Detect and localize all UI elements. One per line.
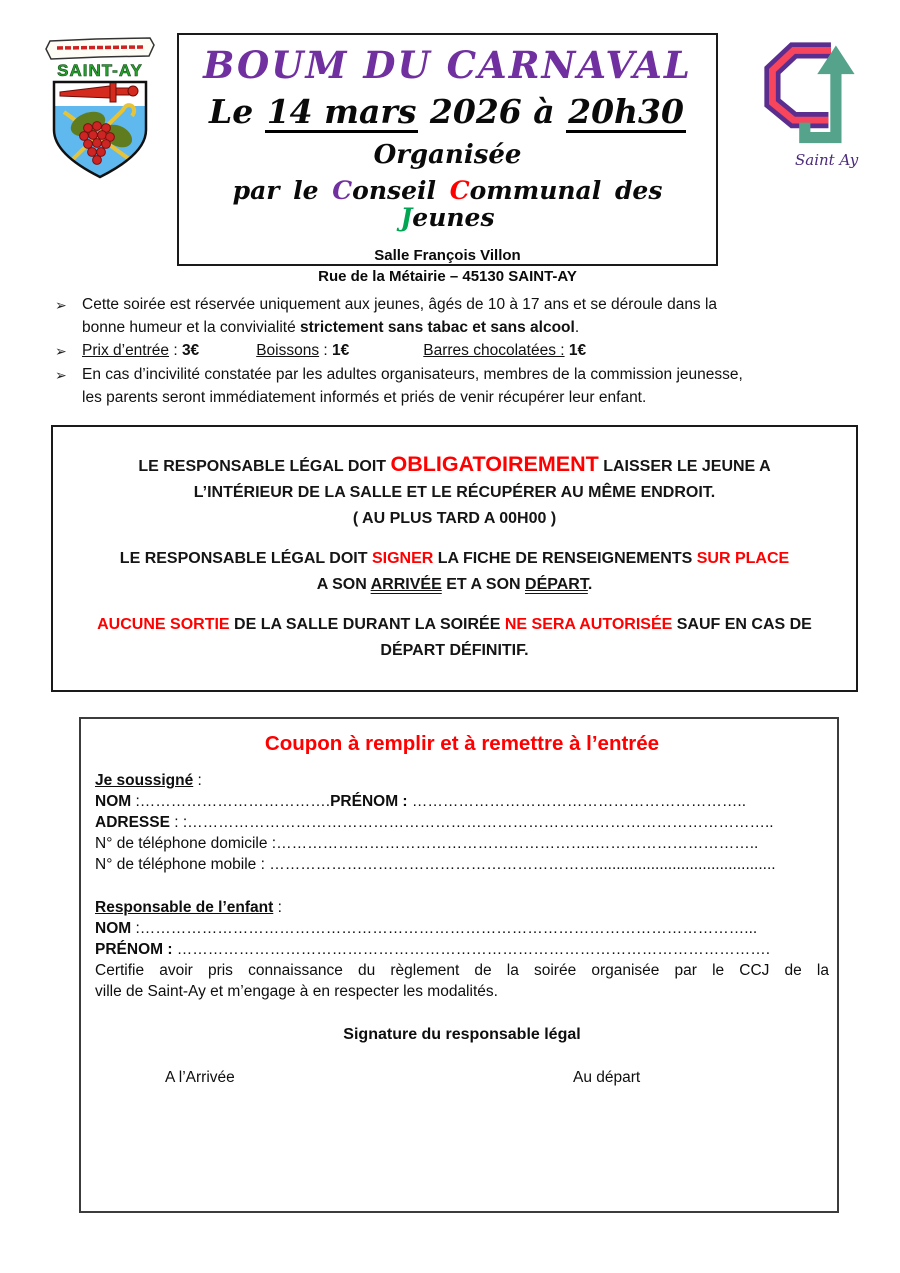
rules-text-segment: LA FICHE DE RENSEIGNEMENTS	[433, 550, 697, 567]
prenom-label: PRÉNOM :	[330, 793, 408, 810]
ne-sera-autorisee-emphasis: NE SERA AUTORISÉE	[504, 616, 673, 633]
event-header-box	[177, 33, 718, 285]
sur-place-emphasis: SUR PLACE	[696, 550, 790, 567]
bullet3-line2: les parents seront immédiatement informés et priés de venir récupérer leur enfant.	[82, 389, 647, 406]
organiser-initial-green: J	[400, 203, 413, 233]
saint-ay-coat-of-arms-icon	[40, 36, 160, 182]
bullet-text	[82, 293, 875, 339]
responsable-label: Responsable de l’enfant	[95, 899, 274, 916]
drinks-label: Boissons	[256, 342, 320, 359]
adresse-label: ADRESSE	[95, 814, 170, 831]
ccj-c-inner	[772, 50, 830, 120]
motto-text-squiggle	[57, 47, 143, 48]
rules-box	[51, 425, 858, 692]
aucune-sortie-emphasis: AUCUNE SORTIE	[97, 616, 230, 633]
signature-arrival-label: A l’Arrivée	[165, 1069, 235, 1086]
rules-text-segment: SAUF EN CAS DE	[672, 616, 812, 633]
organiser-text: par le	[232, 175, 333, 205]
obligatoirement-emphasis: OBLIGATOIREMENT	[390, 452, 599, 476]
organiser-text: eunes	[412, 203, 495, 233]
entry-price-value: 3€	[181, 342, 200, 359]
rules-paragraph-dropoff	[73, 454, 836, 532]
ccj-caption: Saint Ay	[795, 151, 859, 169]
rules-paragraph-signature	[73, 546, 836, 598]
prenom-field-dots: ………………………………………………………..	[407, 793, 747, 810]
form-line-tel-mobile: N° de téléphone mobile : ………………………………………………………..........................................	[95, 856, 776, 873]
signature-heading: Signature du responsable légal	[343, 1026, 581, 1043]
bullet-text-segment: bonne humeur et la convivialité	[82, 319, 300, 336]
venue-name: Salle François Villon	[374, 246, 521, 264]
organiser-initial-red: C	[449, 175, 470, 205]
separator: :	[273, 899, 282, 916]
rules-paragraph-no-exit	[73, 612, 836, 664]
rules-text-segment: L’INTÉRIEUR DE LA SALLE ET LE RÉCUPÉRER AU MÊME ENDROIT.	[193, 484, 716, 501]
nom-field-dots: :……………………………….	[131, 793, 331, 810]
form-line-adresse	[95, 812, 829, 833]
rules-text-segment: .	[587, 576, 593, 593]
bullet1-line1: Cette soirée est réservée uniquement aux jeunes, âgés de 10 à 17 ans et se déroule dans la	[82, 296, 718, 313]
adresse-field-dots: : :…………………………………………………………………….……………………………..	[169, 814, 774, 831]
separator: :	[193, 772, 202, 789]
form-line-nom-prenom	[95, 791, 829, 812]
entry-price-label: Prix d’entrée	[82, 342, 170, 359]
arrow-bullet-icon: ➢	[55, 297, 67, 313]
ccj-logo-icon	[753, 38, 879, 150]
ccj-logo	[753, 38, 885, 188]
certify-line2: ville de Saint-Ay et m’engage à en respecter les modalités.	[95, 983, 498, 1000]
saint-ay-coat-of-arms	[40, 36, 160, 182]
organiser-line	[179, 177, 716, 232]
rules-text-segment: DÉPART DÉFINITIF.	[380, 642, 529, 659]
signature-row	[95, 1067, 829, 1091]
coupon-box	[79, 717, 839, 1213]
rules-text-segment: DE LA SALLE DURANT LA SOIRÉE	[229, 616, 505, 633]
venue-address: Rue de la Métairie – 45130 SAINT-AY	[318, 267, 577, 285]
nom-label: NOM	[95, 793, 132, 810]
bullet-item	[55, 339, 875, 363]
event-date	[179, 93, 716, 134]
date-day-month: 14 mars	[265, 95, 419, 134]
date-prefix: Le	[209, 91, 265, 131]
chocolate-bars-label: Barres chocolatées :	[423, 342, 565, 359]
nom2-field-dots: :………………………………………………………………………………………………………...	[131, 920, 758, 937]
depart-underlined: DÉPART	[525, 576, 588, 593]
bullet1-line2	[82, 316, 875, 339]
arrow-bullet-icon: ➢	[55, 343, 67, 359]
price-line	[82, 339, 875, 362]
date-year: 2026 à	[418, 91, 567, 131]
arrivee-underlined: ARRIVÉE	[370, 576, 442, 593]
bullet-item	[55, 293, 875, 339]
venue-block	[179, 245, 716, 287]
event-title: BOUM DU CARNAVAL	[203, 43, 692, 87]
bullet-text	[82, 363, 875, 409]
certify-paragraph	[95, 960, 829, 1002]
rules-text-segment: LAISSER LE JEUNE A	[598, 458, 771, 475]
curfew-time-note: ( AU PLUS TARD A 00H00 )	[352, 510, 557, 527]
drinks-price-value: 1€	[332, 342, 350, 359]
organiser-initial-purple: C	[332, 175, 353, 205]
form-line-responsable	[95, 897, 829, 918]
rules-text-segment: A SON	[316, 576, 371, 593]
form-line-prenom2	[95, 939, 829, 960]
date-time: 20h30	[566, 95, 686, 134]
organised-line: Organisée	[373, 140, 522, 171]
nom-label: NOM	[95, 920, 132, 937]
rules-text-segment: ET A SON	[441, 576, 526, 593]
sword-guard	[110, 82, 116, 102]
signature-departure-label: Au départ	[573, 1069, 641, 1086]
organiser-text: onseil	[352, 175, 450, 205]
separator: :	[169, 342, 182, 359]
sword-grip	[116, 88, 129, 95]
no-tobacco-alcohol-emphasis: strictement sans tabac et sans alcool	[300, 319, 575, 336]
info-bullets	[55, 293, 875, 409]
arrow-bullet-icon: ➢	[55, 367, 67, 383]
separator: :	[319, 342, 333, 359]
form-line-tel-domicile: N° de téléphone domicile :……………………………………………………..…………………………..	[95, 835, 759, 852]
rules-text-segment: LE RESPONSABLE LÉGAL DOIT	[138, 458, 391, 475]
certify-line1: Certifie avoir pris connaissance du règlement de la soirée organisée par le CCJ de la	[95, 962, 829, 979]
coat-of-arms-label: SAINT-AY	[57, 61, 143, 80]
shield-field	[54, 82, 146, 178]
bullet-text-segment: .	[574, 319, 580, 336]
bullet3-line1: En cas d’incivilité constatée par les adultes organisateurs, membres de la commission jeunesse,	[82, 366, 743, 383]
bullet-item	[55, 363, 875, 409]
prenom2-field-dots: …………………………………………………………………………………………………….	[172, 941, 771, 958]
form-line-soussigne	[95, 770, 829, 791]
je-soussigne-label: Je soussigné	[95, 772, 194, 789]
organiser-text: ommunal des	[469, 175, 663, 205]
form-line-nom2	[95, 918, 829, 939]
coupon-title: Coupon à remplir et à remettre à l’entrée	[264, 732, 660, 755]
rules-text-segment: LE RESPONSABLE LÉGAL DOIT	[119, 550, 372, 567]
prenom-label: PRÉNOM :	[95, 941, 173, 958]
chocolate-bars-price-value: 1€	[568, 342, 587, 359]
sword-pommel	[128, 86, 138, 96]
signer-emphasis: SIGNER	[371, 550, 434, 567]
